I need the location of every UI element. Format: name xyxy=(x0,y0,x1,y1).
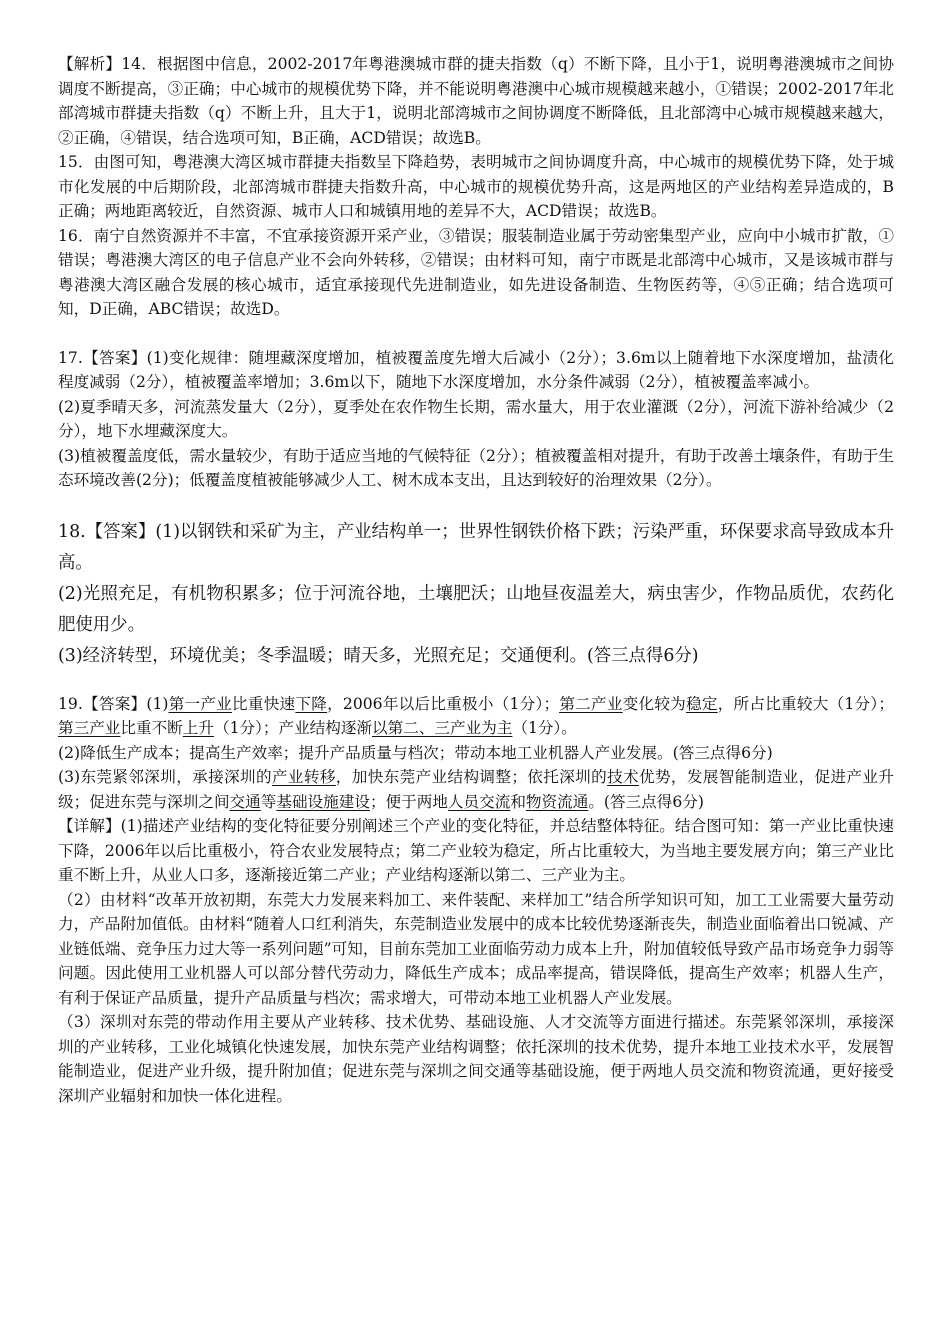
q19-answer-part3: (3)东莞紧邻深圳，承接深圳的产业转移，加快东莞产业结构调整；依托深圳的技术优势，发展智能制造业，促进产业升级；促进东莞与深圳之间交通等基础设施建设；便于两地人员交流和物资流通。(答三点得6分) xyxy=(58,768,894,811)
q19-detail-part3: （3）深圳对东莞的带动作用主要从产业转移、技术优势、基础设施、人才交流等方面进行描述。东莞紧邻深圳，承接深圳的产业转移，工业化城镇化快速发展，加快东莞产业结构调整；依托深圳的技术优势，提升本地工业技术水平，发展智能制造业，促进产业升级，提升附加值；促进东莞与深圳之间交通等基础设施，便于两地人员交流和物资流通，更好接受深圳产业辐射和加快一体化进程。 xyxy=(58,1013,894,1105)
analysis-q14: 【解析】14．根据图中信息，2002-2017年粤港澳城市群的捷夫指数（q）不断下降，且小于1，说明粤港澳城市之间协调度不断提高，③正确；中心城市的规模优势下降，并不能说明粤港澳中心城市规模越来越小，①错误；2002-2017年北部湾城市群捷夫指数（q）不断上升，且大于1，说明北部湾城市之间协调度不断降低，且北部湾中心城市规模越来越大，②正确，④错误，结合选项可知，B正确，ACD错误；故选B。 xyxy=(58,55,894,147)
q19-answer-part2: (2)降低生产成本；提高生产效率；提升产品质量与档次；带动本地工业机器人产业发展。(答三点得6分) xyxy=(58,743,773,762)
underlined-term: 物资流通 xyxy=(525,792,589,811)
underlined-term: 交通 xyxy=(229,792,261,811)
underlined-term: 第三产业 xyxy=(58,719,121,737)
underlined-term: 第二产业 xyxy=(559,694,623,713)
underlined-term: 产业转移 xyxy=(271,768,336,786)
q18-answer-part1: 18.【答案】(1)以钢铁和采矿为主，产业结构单一；世界性钢铁价格下跌；污染严重，环保要求高导致成本升高。 xyxy=(58,521,894,573)
q19-detail-part2: （2）由材料“改革开放初期，东莞大力发展来料加工、来件装配、来样加工”结合所学知识可知，加工工业需要大量劳动力，产品附加值低。由材料“随着人口红利消失，东莞制造业发展中的成本比较优势逐渐丧失，制造业面临着出口锐减、产业链低端、竞争压力过大等一系列问题”可知，目前东莞加工业面临劳动力成本上升，附加值较低导致产品市场竞争力弱等问题。因此使用工业机器人可以部分替代劳动力，降低生产成本；成品率提高，错误降低，提高生产效率；机器人生产，有利于保证产品质量，提升产品质量与档次；需求增大，可带动本地工业机器人产业发展。 xyxy=(58,890,894,1007)
q17-answer-part2: (2)夏季晴天多，河流蒸发量大（2分），夏季处在农作物生长期，需水量大，用于农业灌溉（2分），河流下游补给减少（2分），地下水埋藏深度大。 xyxy=(58,397,894,440)
q19-answer-part1: 19.【答案】(1)第一产业比重快速下降，2006年以后比重极小（1分）；第二产业变化较为稳定，所占比重较大（1分）；第三产业比重不断上升（1分）；产业结构逐渐以第二、三产业为主（1分）。 xyxy=(58,694,894,737)
underlined-term: 技术 xyxy=(607,768,640,786)
underlined-term: 人员交流 xyxy=(447,792,511,811)
underlined-term: 第一产业 xyxy=(168,694,233,713)
underlined-term: 基础设施建设 xyxy=(276,792,370,811)
underlined-term: 以第二、三产业为主 xyxy=(372,719,513,737)
analysis-q15: 15．由图可知，粤港澳大湾区城市群捷夫指数呈下降趋势，表明城市之间协调度升高，中心城市的规模优势下降，处于城市化发展的中后期阶段，北部湾城市群捷夫指数升高，中心城市的规模优势升高，这是两地区的产业结构差异造成的，B正确；两地距离较近，自然资源、城市人口和城镇用地的差异不大，ACD错误；故选B。 xyxy=(58,153,894,220)
answer-document xyxy=(58,52,894,1108)
q18-answer-part3: (3)经济转型，环境优美；冬季温暖；晴天多，光照充足；交通便利。(答三点得6分) xyxy=(58,645,699,666)
analysis-q16: 16．南宁自然资源并不丰富，不宜承接资源开采产业，③错误；服装制造业属于劳动密集型产业，应向中小城市扩散，①错误；粤港澳大湾区的电子信息产业不会向外转移，②错误；由材料可知，南宁市既是北部湾中心城市，又是该城市群与粤港澳大湾区融合发展的核心城市，适宜承接现代先进制造业，如先进设备制造、生物医药等，④⑤正确；结合选项可知，D正确，ABC错误；故选D。 xyxy=(58,226,894,318)
q19-detail-part1: 【详解】(1)描述产业结构的变化特征要分别阐述三个产业的变化特征，并总结整体特征。结合图可知：第一产业比重快速下降，2006年以后比重极小，符合农业发展特点；第二产业较为稳定，所占比重较大，为当地主要发展方向；第三产业比重不断上升，从业人口多，逐渐接近第二产业；产业结构逐渐以第二、三产业为主。 xyxy=(58,817,894,884)
underlined-term: 稳定 xyxy=(686,694,718,713)
section-gap xyxy=(58,322,894,346)
section-gap xyxy=(58,672,894,692)
section-gap xyxy=(58,493,894,517)
q17-answer-part3: (3)植被覆盖度低，需水量较少，有助于适应当地的气候特征（2分）；植被覆盖相对提升，有助于改善土壤条件，有助于生态环境改善(2分)；低覆盖度植被能够减少人工、树木成本支出，且达到较好的治理效果（2分）。 xyxy=(58,446,894,489)
underlined-term: 下降 xyxy=(295,694,328,713)
q17-answer-part1: 17.【答案】(1)变化规律：随埋藏深度增加，植被覆盖度先增大后减小（2分）；3.6m以上随着地下水深度增加，盐渍化程度减弱（2分），植被覆盖率增加；3.6m以下，随地下水深度增加，水分条件减弱（2分），植被覆盖率减小。 xyxy=(58,348,894,391)
underlined-term: 上升 xyxy=(182,719,214,737)
q18-answer-part2: (2)光照充足，有机物积累多；位于河流谷地，土壤肥沃；山地昼夜温差大，病虫害少，作物品质优，农药化肥使用少。 xyxy=(58,583,894,635)
